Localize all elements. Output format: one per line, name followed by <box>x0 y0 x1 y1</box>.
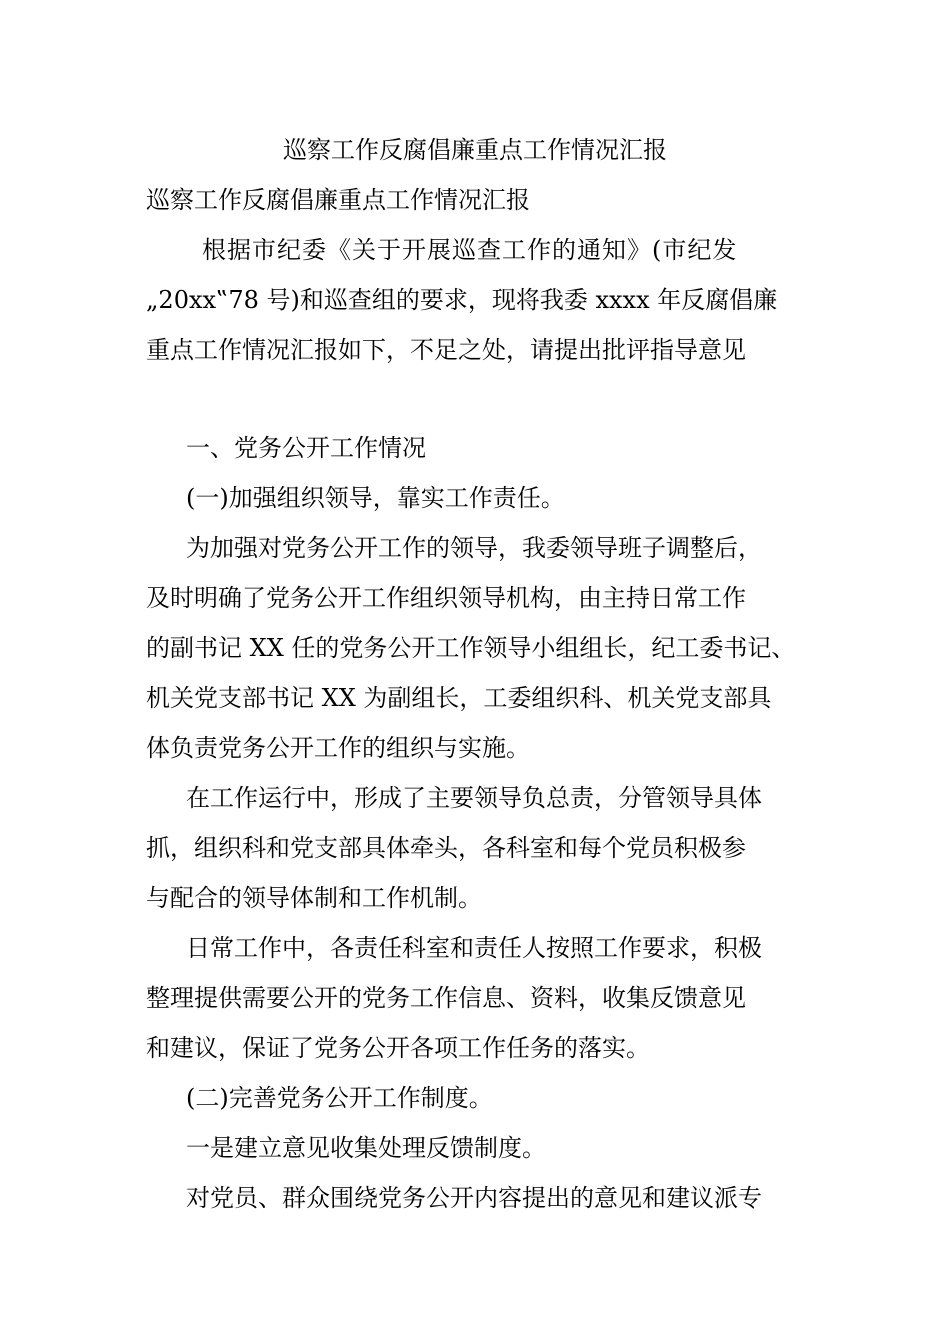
para2-line-2: 抓，组织科和党支部具体牵头，各科室和每个党员积极参 <box>146 834 746 862</box>
document-title: 巡察工作反腐倡廉重点工作情况汇报 <box>283 136 667 164</box>
para3-line-3: 和建议，保证了党务公开各项工作任务的落实。 <box>146 1034 650 1062</box>
para2-line-1: 在工作运行中，形成了主要领导负总责，分管领导具体 <box>186 784 762 812</box>
para1-line-2: 及时明确了党务公开工作组织领导机构，由主持日常工作 <box>146 584 746 612</box>
sub2-heading: (二)完善党务公开工作制度。 <box>186 1084 493 1112</box>
intro-line-2: „20xx‟78 号)和巡查组的要求，现将我委 xxxx 年反腐倡廉 <box>146 286 778 314</box>
para3-line-2: 整理提供需要公开的党务工作信息、资料，收集反馈意见 <box>146 984 746 1012</box>
para1-line-5: 体负责党务公开工作的组织与实施。 <box>146 734 530 762</box>
item1-heading: 一是建立意见收集处理反馈制度。 <box>186 1134 546 1162</box>
para1-line-3: 的副书记 XX 任的党务公开工作领导小组组长，纪工委书记、 <box>146 634 796 662</box>
intro-line-1: 根据市纪委《关于开展巡查工作的通知》(市纪发 <box>202 236 738 264</box>
para1-line-4: 机关党支部书记 XX 为副组长，工委组织科、机关党支部具 <box>146 684 772 712</box>
para3-line-1: 日常工作中，各责任科室和责任人按照工作要求，积极 <box>186 934 762 962</box>
para1-line-1: 为加强对党务公开工作的领导，我委领导班子调整后， <box>186 534 762 562</box>
sub1-heading: (一)加强组织领导，靠实工作责任。 <box>186 484 565 512</box>
para4-line-1: 对党员、群众围绕党务公开内容提出的意见和建议派专 <box>186 1184 762 1212</box>
document-subtitle: 巡察工作反腐倡廉重点工作情况汇报 <box>146 186 530 214</box>
section1-heading: 一、党务公开工作情况 <box>186 434 426 462</box>
intro-line-3: 重点工作情况汇报如下，不足之处，请提出批评指导意见 <box>146 336 746 364</box>
para2-line-3: 与配合的领导体制和工作机制。 <box>146 884 482 912</box>
